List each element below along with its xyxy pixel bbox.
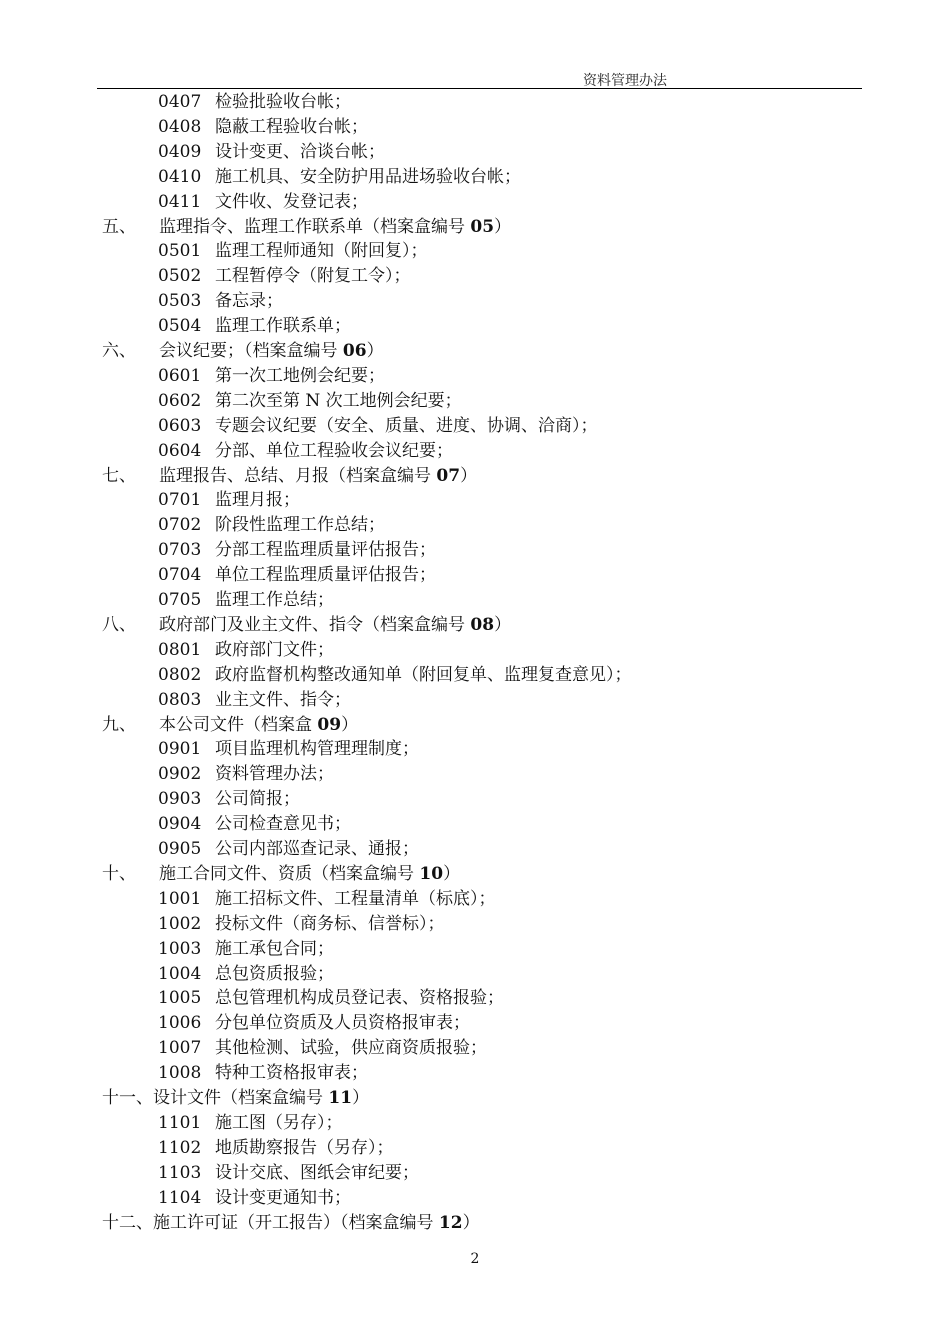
item-code: 1002 <box>158 913 202 934</box>
item-text: 监理工作联系单； <box>215 316 351 337</box>
list-item <box>158 538 436 563</box>
item-text: 备忘录； <box>215 291 283 312</box>
list-item <box>158 563 436 588</box>
section-title: 本公司文件（档案盒 <box>159 714 318 735</box>
section-heading <box>102 613 511 638</box>
item-text: 设计变更通知书； <box>215 1187 351 1208</box>
item-text: 设计交底、图纸会审纪要； <box>215 1162 419 1183</box>
section-number: 十二、 <box>102 1212 153 1233</box>
item-code: 0905 <box>158 839 202 859</box>
item-code: 0602 <box>158 390 202 411</box>
section-title-end: ） <box>352 1088 370 1108</box>
item-text: 总包资质报验； <box>215 963 334 984</box>
item-code: 1102 <box>158 1137 202 1158</box>
item-text: 分部、单位工程验收会议纪要； <box>215 440 453 461</box>
item-code: 0411 <box>158 191 202 212</box>
list-item <box>158 1011 470 1036</box>
item-code: 0407 <box>158 92 202 112</box>
list-item <box>158 488 300 513</box>
item-text: 业主文件、指令； <box>215 689 351 710</box>
item-text: 分包单位资质及人员资格报审表； <box>215 1013 470 1034</box>
section-title: 设计文件（档案盒编号 <box>153 1088 329 1108</box>
list-item <box>158 90 351 115</box>
item-code: 0701 <box>158 490 202 511</box>
list-item <box>158 289 283 314</box>
list-item <box>158 887 496 912</box>
item-code: 0603 <box>158 415 202 436</box>
item-code: 1005 <box>158 988 202 1009</box>
list-item <box>158 1061 368 1086</box>
list-item <box>158 1036 487 1061</box>
section-title-end: ） <box>494 614 512 635</box>
item-code: 0702 <box>158 515 202 536</box>
item-text: 监理月报； <box>215 490 300 511</box>
item-code: 1104 <box>158 1187 202 1208</box>
item-text: 资料管理办法； <box>215 764 334 785</box>
list-item <box>158 588 334 613</box>
list-item <box>158 115 368 140</box>
section-title-end: ） <box>460 465 478 486</box>
item-text: 隐蔽工程验收台帐； <box>215 116 368 137</box>
list-item <box>158 787 300 812</box>
item-text: 公司简报； <box>215 789 300 810</box>
list-item <box>158 812 351 837</box>
section-title: 监理报告、总结、月报（档案盒编号 <box>159 465 437 486</box>
section-heading <box>102 464 477 489</box>
item-text: 公司内部巡查记录、通报； <box>215 839 419 859</box>
box-number: 06 <box>342 341 367 361</box>
item-text: 工程暂停令（附复工令）； <box>215 266 411 287</box>
section-title: 施工许可证（开工报告）（档案盒编号 <box>153 1212 439 1233</box>
section-heading <box>102 713 358 738</box>
item-text: 地质勘察报告（另存）； <box>215 1137 394 1158</box>
item-code: 0604 <box>158 440 202 461</box>
list-item <box>158 314 351 339</box>
box-number: 05 <box>470 216 495 237</box>
item-code: 0705 <box>158 590 202 610</box>
list-item <box>158 737 419 762</box>
section-title: 会议纪要；（档案盒编号 <box>159 341 343 361</box>
section-title-end: ） <box>462 1212 480 1233</box>
page-number: 2 <box>470 1251 480 1267</box>
list-item <box>158 762 334 787</box>
item-text: 其他检测、试验，供应商资质报验； <box>215 1038 487 1059</box>
item-code: 1003 <box>158 938 202 959</box>
item-code: 0501 <box>158 241 202 262</box>
item-code: 0901 <box>158 739 202 760</box>
item-text: 施工承包合同； <box>215 938 334 959</box>
item-text: 第一次工地例会纪要； <box>215 365 385 386</box>
item-code: 0503 <box>158 291 202 312</box>
section-heading <box>102 862 460 887</box>
section-title: 施工合同文件、资质（档案盒编号 <box>159 863 420 884</box>
header-title: 资料管理办法 <box>583 73 667 89</box>
box-number: 12 <box>438 1212 463 1233</box>
item-text: 项目监理机构管理理制度； <box>215 739 419 760</box>
item-code: 0904 <box>158 814 202 835</box>
section-title-end: ） <box>341 714 359 735</box>
section-number: 十一、 <box>102 1088 153 1108</box>
item-code: 1007 <box>158 1038 202 1059</box>
header-rule <box>97 88 862 89</box>
section-number: 七、 <box>102 465 136 486</box>
list-item <box>158 1136 394 1161</box>
item-code: 0801 <box>158 639 202 660</box>
section-title-end: ） <box>494 216 512 237</box>
item-text: 分部工程监理质量评估报告； <box>215 540 436 561</box>
section-heading <box>102 1086 369 1111</box>
item-text: 检验批验收台帐； <box>215 92 351 112</box>
section-heading <box>102 339 384 364</box>
item-text: 施工图（另存）； <box>215 1112 343 1133</box>
list-item <box>158 414 598 439</box>
list-item <box>158 937 334 962</box>
box-number: 09 <box>317 714 342 735</box>
list-item <box>158 688 351 713</box>
list-item <box>158 264 411 289</box>
item-code: 0504 <box>158 316 202 337</box>
list-item <box>158 439 453 464</box>
item-code: 1006 <box>158 1013 202 1034</box>
item-code: 0410 <box>158 166 202 187</box>
box-number: 07 <box>436 465 461 486</box>
section-number: 十、 <box>102 863 136 884</box>
section-title: 政府部门及业主文件、指令（档案盒编号 <box>159 614 471 635</box>
section-heading <box>102 215 511 240</box>
section-number: 五、 <box>102 216 136 237</box>
item-code: 1101 <box>158 1112 202 1133</box>
list-item <box>158 165 521 190</box>
list-item <box>158 663 632 688</box>
item-text: 文件收、发登记表； <box>215 191 368 212</box>
list-item <box>158 912 445 937</box>
section-number: 九、 <box>102 714 136 735</box>
list-item <box>158 986 504 1011</box>
item-code: 0704 <box>158 565 202 586</box>
item-code: 1001 <box>158 888 202 909</box>
list-item <box>158 140 385 165</box>
box-number: 10 <box>419 863 444 884</box>
list-item <box>158 962 334 987</box>
item-text: 政府监督机构整改通知单（附回复单、监理复查意见）； <box>215 664 632 685</box>
box-number: 08 <box>470 614 495 635</box>
section-number: 八、 <box>102 614 136 635</box>
item-text: 投标文件（商务标、信誉标）； <box>215 913 445 934</box>
item-code: 0502 <box>158 266 202 287</box>
item-text: 施工机具、安全防护用品进场验收台帐； <box>215 166 521 187</box>
item-code: 0803 <box>158 689 202 710</box>
item-text: 监理工程师通知（附回复）； <box>215 241 428 262</box>
item-code: 0703 <box>158 540 202 561</box>
section-title-end: ） <box>366 341 384 361</box>
section-title: 监理指令、监理工作联系单（档案盒编号 <box>159 216 471 237</box>
item-code: 1103 <box>158 1162 202 1183</box>
list-item <box>158 837 419 862</box>
item-text: 阶段性监理工作总结； <box>215 515 385 536</box>
item-code: 0903 <box>158 789 202 810</box>
list-item <box>158 1111 343 1136</box>
item-text: 公司检查意见书； <box>215 814 351 835</box>
item-code: 1008 <box>158 1063 202 1084</box>
item-text: 设计变更、洽谈台帐； <box>215 141 385 162</box>
item-code: 1004 <box>158 963 202 984</box>
list-item <box>158 389 462 414</box>
item-text: 总包管理机构成员登记表、资格报验； <box>215 988 504 1009</box>
item-code: 0802 <box>158 664 202 685</box>
list-item <box>158 1186 351 1211</box>
box-number: 11 <box>328 1088 353 1108</box>
section-number: 六、 <box>102 341 136 361</box>
list-item <box>158 513 385 538</box>
list-item <box>158 638 334 663</box>
list-item <box>158 239 428 264</box>
list-item <box>158 190 368 215</box>
item-code: 0409 <box>158 141 202 162</box>
item-text: 第二次至第 N 次工地例会纪要； <box>215 390 462 411</box>
item-text: 监理工作总结； <box>215 590 334 610</box>
item-text: 政府部门文件； <box>215 639 334 660</box>
item-text: 单位工程监理质量评估报告； <box>215 565 436 586</box>
item-code: 0408 <box>158 116 202 137</box>
item-text: 专题会议纪要（安全、质量、进度、协调、洽商）； <box>215 415 598 436</box>
section-heading <box>102 1211 480 1236</box>
list-item <box>158 364 385 389</box>
item-text: 施工招标文件、工程量清单（标底）； <box>215 888 496 909</box>
item-code: 0902 <box>158 764 202 785</box>
section-title-end: ） <box>443 863 461 884</box>
item-text: 特种工资格报审表； <box>215 1063 368 1084</box>
list-item <box>158 1161 419 1186</box>
item-code: 0601 <box>158 365 202 386</box>
